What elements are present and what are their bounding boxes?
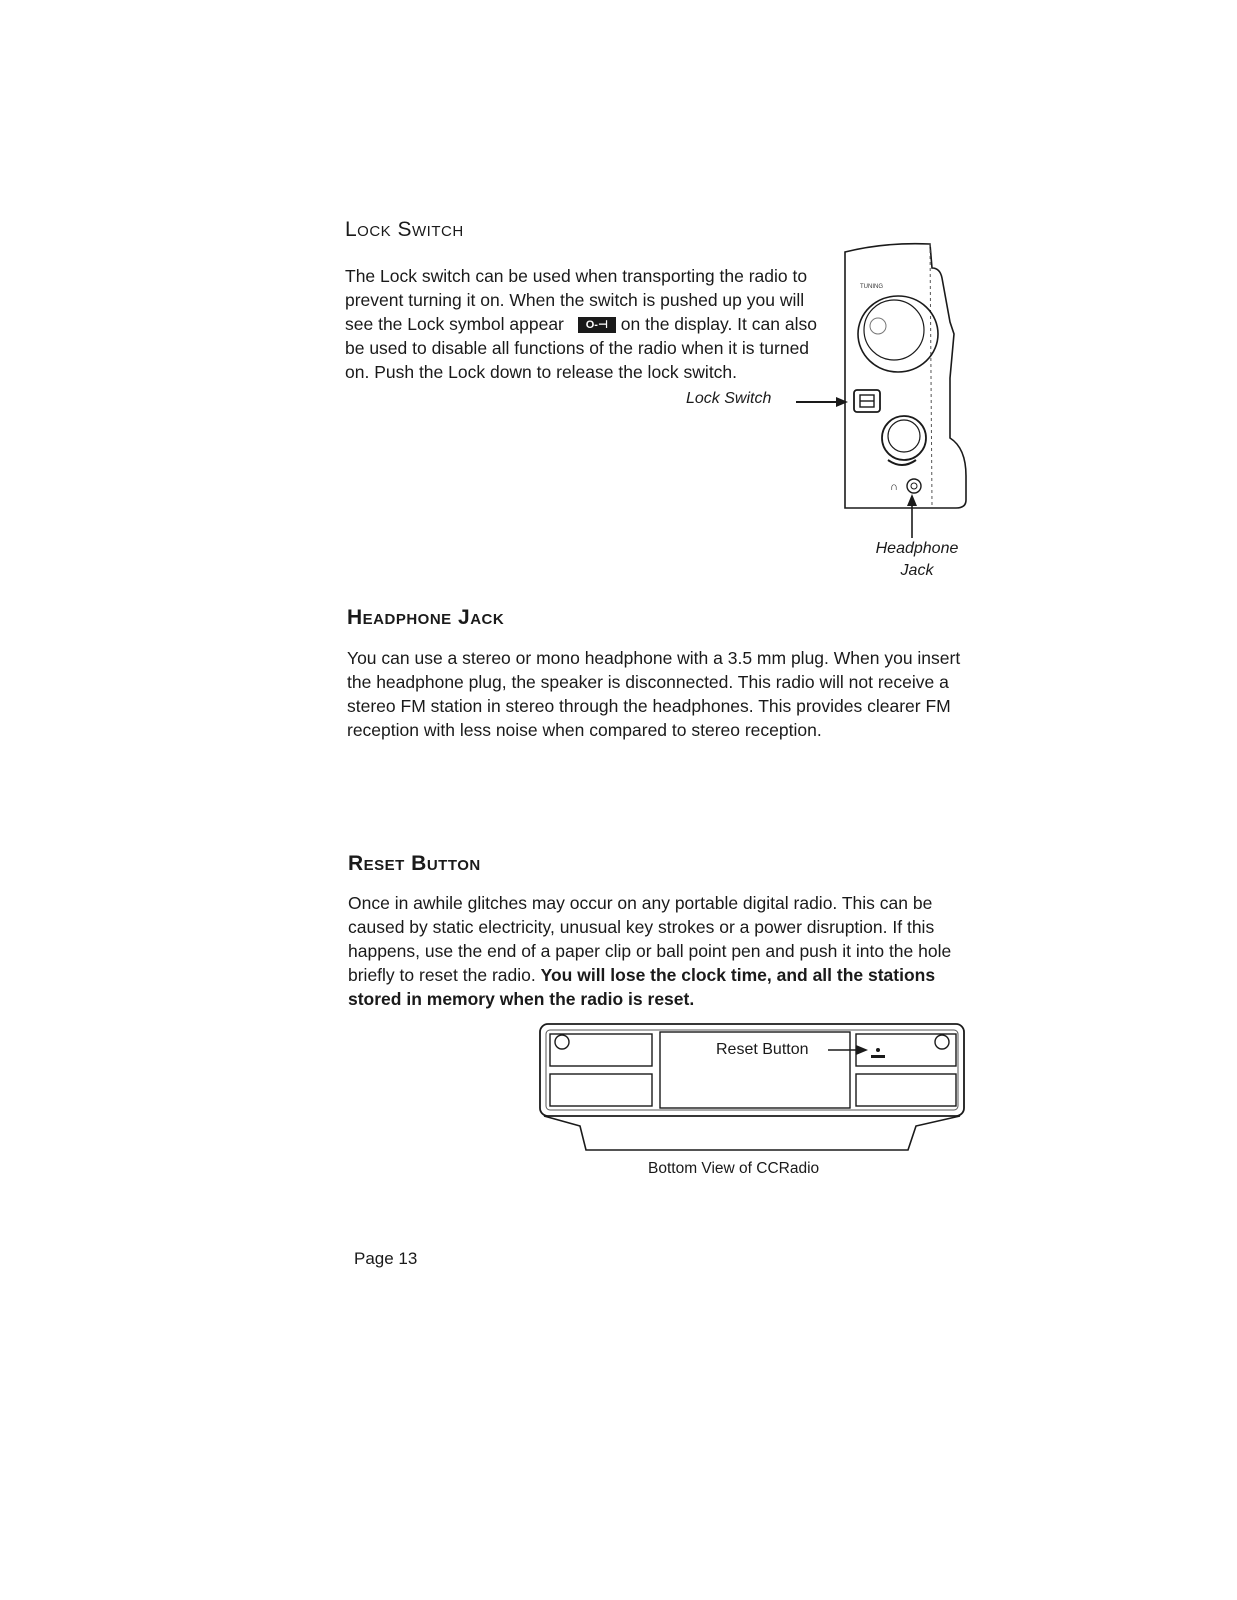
reset-button-heading: Reset Button	[348, 852, 481, 875]
reset-text-bold: You will lose the clock time, and all the stations stored in memory when the radio is reset.	[348, 965, 936, 1009]
headphone-jack-paragraph: You can use a stereo or mono headphone with a 3.5 mm plug. When you insert the headphone plug, the speaker is disconnected. This radio will not receive a stereo FM station in stereo through the headphones. This provides clearer FM reception with less noise when compared to stereo reception.	[347, 648, 961, 740]
bottom-view-caption: Bottom View of CCRadio	[648, 1160, 820, 1177]
headphone-label-line1: Headphone	[875, 540, 959, 557]
lock-switch-paragraph	[345, 264, 825, 384]
reset-button-paragraph	[348, 891, 993, 1011]
svg-text:TUNING: TUNING	[860, 284, 883, 290]
key-lock-icon: O‑⊣	[578, 317, 616, 333]
lock-switch-text-2: on the display. It can also be used to disable all functions of the radio when it is turned on. Push the Lock down to release the lock switch.	[345, 314, 817, 382]
radio-side-view-illustration	[790, 238, 980, 528]
lock-switch-text-1: The Lock switch can be used when transporting the radio to prevent turning it on. When the switch is pushed up you will see the Lock symbol appear	[345, 266, 808, 334]
headphone-jack-figure-label	[862, 538, 972, 582]
lock-switch-figure-label: Lock Switch	[686, 390, 772, 407]
page-number: Page 13	[354, 1249, 418, 1268]
headphone-label-line2: Jack	[900, 562, 934, 579]
reset-text-normal: Once in awhile glitches may occur on any portable digital radio. This can be caused by static electricity, unusual key strokes or a power disruption. If this happens, use the end of a paper clip or ball point pen and push it into the hole briefly to reset the radio.	[348, 893, 952, 985]
headphone-jack-heading: Headphone Jack	[347, 606, 505, 629]
lock-switch-heading: Lock Switch	[345, 218, 464, 241]
svg-text:∩: ∩	[890, 481, 898, 493]
reset-button-figure-label: Reset Button	[716, 1041, 809, 1058]
